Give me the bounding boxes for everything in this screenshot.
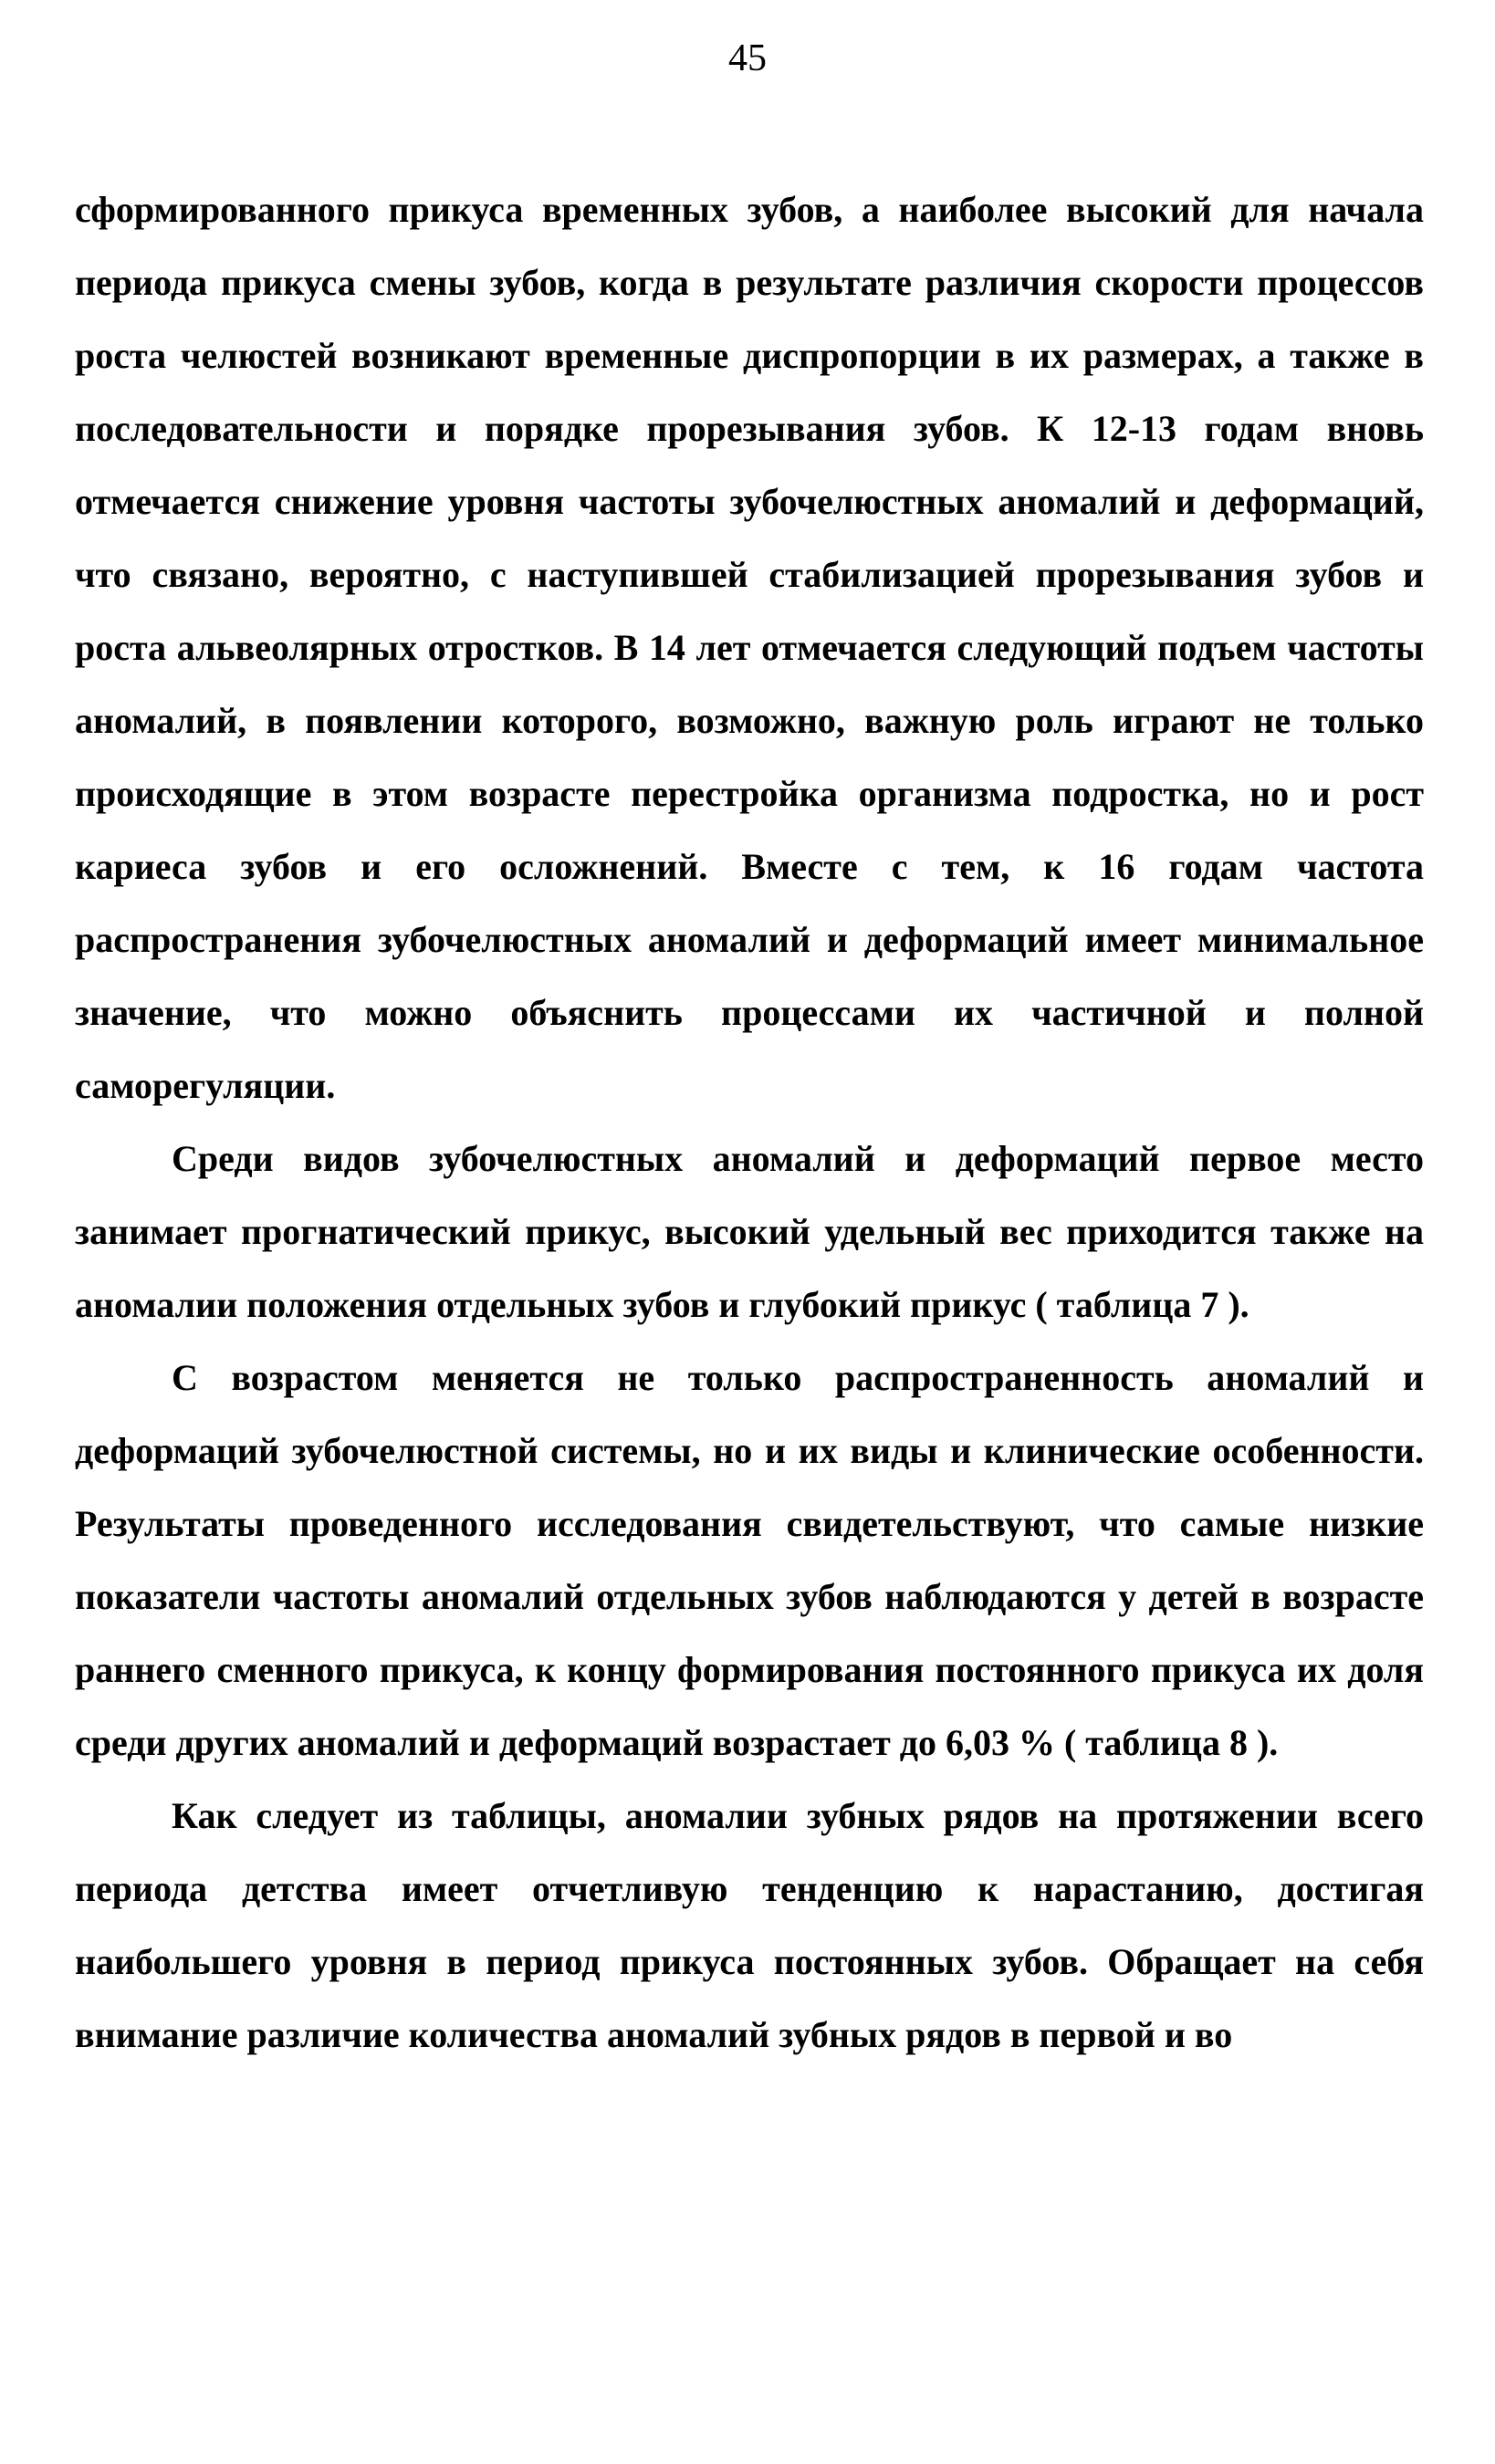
paragraph-dental-rows: Как следует из таблицы, аномалии зубных рядов на протяжении всего периода детства имеет отчетливую тенденцию к нарастанию, достигая наибольшего уровня в период прикуса постоянных зубов. Обращает на себя внимание различие количества аномалий зубных рядов в первой и во [75,1795,1424,2055]
page-number: 45 [728,37,767,79]
paragraph-types-of-anomalies: Среди видов зубочелюстных аномалий и деформаций первое место занимает прогнатический прикус, высокий удельный вес приходится также на аномалии положения отдельных зубов и глубокий прикус ( таблица 7 ). [75,1138,1424,1325]
paragraph-age-changes: С возрастом меняется не только распространенность аномалий и деформаций зубочелюстной системы, но и их виды и клинические особенности. Результаты проведенного исследования свидетельствуют, что самые низкие показатели частоты аномалий отдельных зубов наблюдаются у детей в возрасте раннего сменного прикуса, к концу формирования постоянного прикуса их доля среди других аномалий и деформаций возрастает до 6,03 % ( таблица 8 ). [75,1357,1424,1763]
paragraph-continuation: сформированного прикуса временных зубов, а наиболее высокий для начала периода прикуса смены зубов, когда в результате различия скорости процессов роста челюстей возникают временные диспропорции в их размерах, а также в последовательности и порядке прорезывания зубов. К 12-13 годам вновь отмечается снижение уровня частоты зубочелюстных аномалий и деформаций, что связано, вероятно, с наступившей стабилизацией прорезывания зубов и роста альвеолярных отростков. В 14 лет отмечается следующий подъем частоты аномалий, в появлении которого, возможно, важную роль играют не только происходящие в этом возрасте перестройка организма подростка, но и рост кариеса зубов и его осложнений. Вместе с тем, к 16 годам частота распространения зубочелюстных аномалий и деформаций имеет минимальное значение, что можно объяснить процессами их частичной и полной саморегуляции. [75,189,1424,1106]
body-text [75,173,1424,2072]
